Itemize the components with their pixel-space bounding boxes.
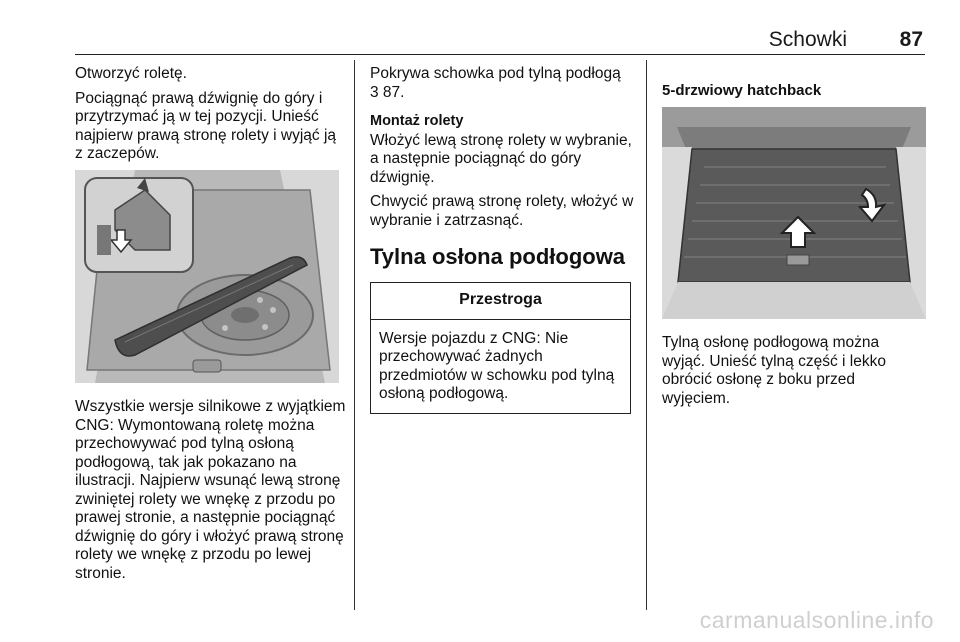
paragraph-open-roller: Otworzyć roletę. xyxy=(75,65,187,82)
caution-title: Przestroga xyxy=(371,283,630,320)
underfloor-cover-text: Pokrywa schowka pod tylną podłogą xyxy=(370,65,621,82)
floor-cover-caption: Tylną osłonę podłogową można wyjąć. Unieść tylną część i lekko obrócić osłonę z boku przed wyjęciem. xyxy=(662,334,886,407)
watermark: carmanualsonline.info xyxy=(699,607,934,633)
roller-cover-storage-illustration xyxy=(75,170,339,383)
paragraph-insert-right: Chwycić prawą stronę rolety, włożyć w wybranie i zatrzasnąć. xyxy=(370,193,634,229)
column-1 xyxy=(75,65,345,170)
column-3 xyxy=(662,82,928,107)
hatchback-heading: 5-drzwiowy hatchback xyxy=(662,82,822,99)
sub-heading-install: Montaż rolety xyxy=(370,113,464,129)
column-divider-2 xyxy=(646,60,647,610)
page-header xyxy=(75,28,925,55)
hatchback-floor-cover-illustration xyxy=(662,107,926,319)
caution-box xyxy=(370,282,631,414)
column-divider-1 xyxy=(354,60,355,610)
caution-text: Wersje pojazdu z CNG: Nie przechowywać żadnych przedmiotów w schowku pod tylną osłoną podłogową. xyxy=(379,329,615,402)
underfloor-cover-paragraph xyxy=(370,65,635,102)
storage-caption: Wszystkie wersje silnikowe z wyjątkiem CNG: Wymontowaną roletę można przechowywać pod tylną osłoną podłogową, tak jak pokazano na ilustracji. Najpierw wsunąć lewą stronę zwiniętej rolety we wnękę z przodu po prawej stronie, a następnie pociągnąć dźwignię do góry i włożyć prawą stronę rolety we wnękę z przodu po lewej stronie. xyxy=(75,398,346,582)
section-heading-rear-floor-cover: Tylna osłona podłogowa xyxy=(370,244,626,269)
paragraph-pull-lever: Pociągnąć prawą dźwignię do góry i przytrzymać ją w tej pozycji. Unieść najpierw prawą stronę rolety i wyjąć ją z zaczepów. xyxy=(75,89,337,162)
section-title: Schowki xyxy=(768,28,847,51)
paragraph-insert-left: Włożyć lewą stronę rolety w wybranie, a następnie pociągnąć do góry dźwignię. xyxy=(370,131,632,186)
page-reference-link[interactable]: 3 87. xyxy=(370,83,405,101)
page-number: 87 xyxy=(899,28,923,51)
column-2 xyxy=(370,65,635,414)
